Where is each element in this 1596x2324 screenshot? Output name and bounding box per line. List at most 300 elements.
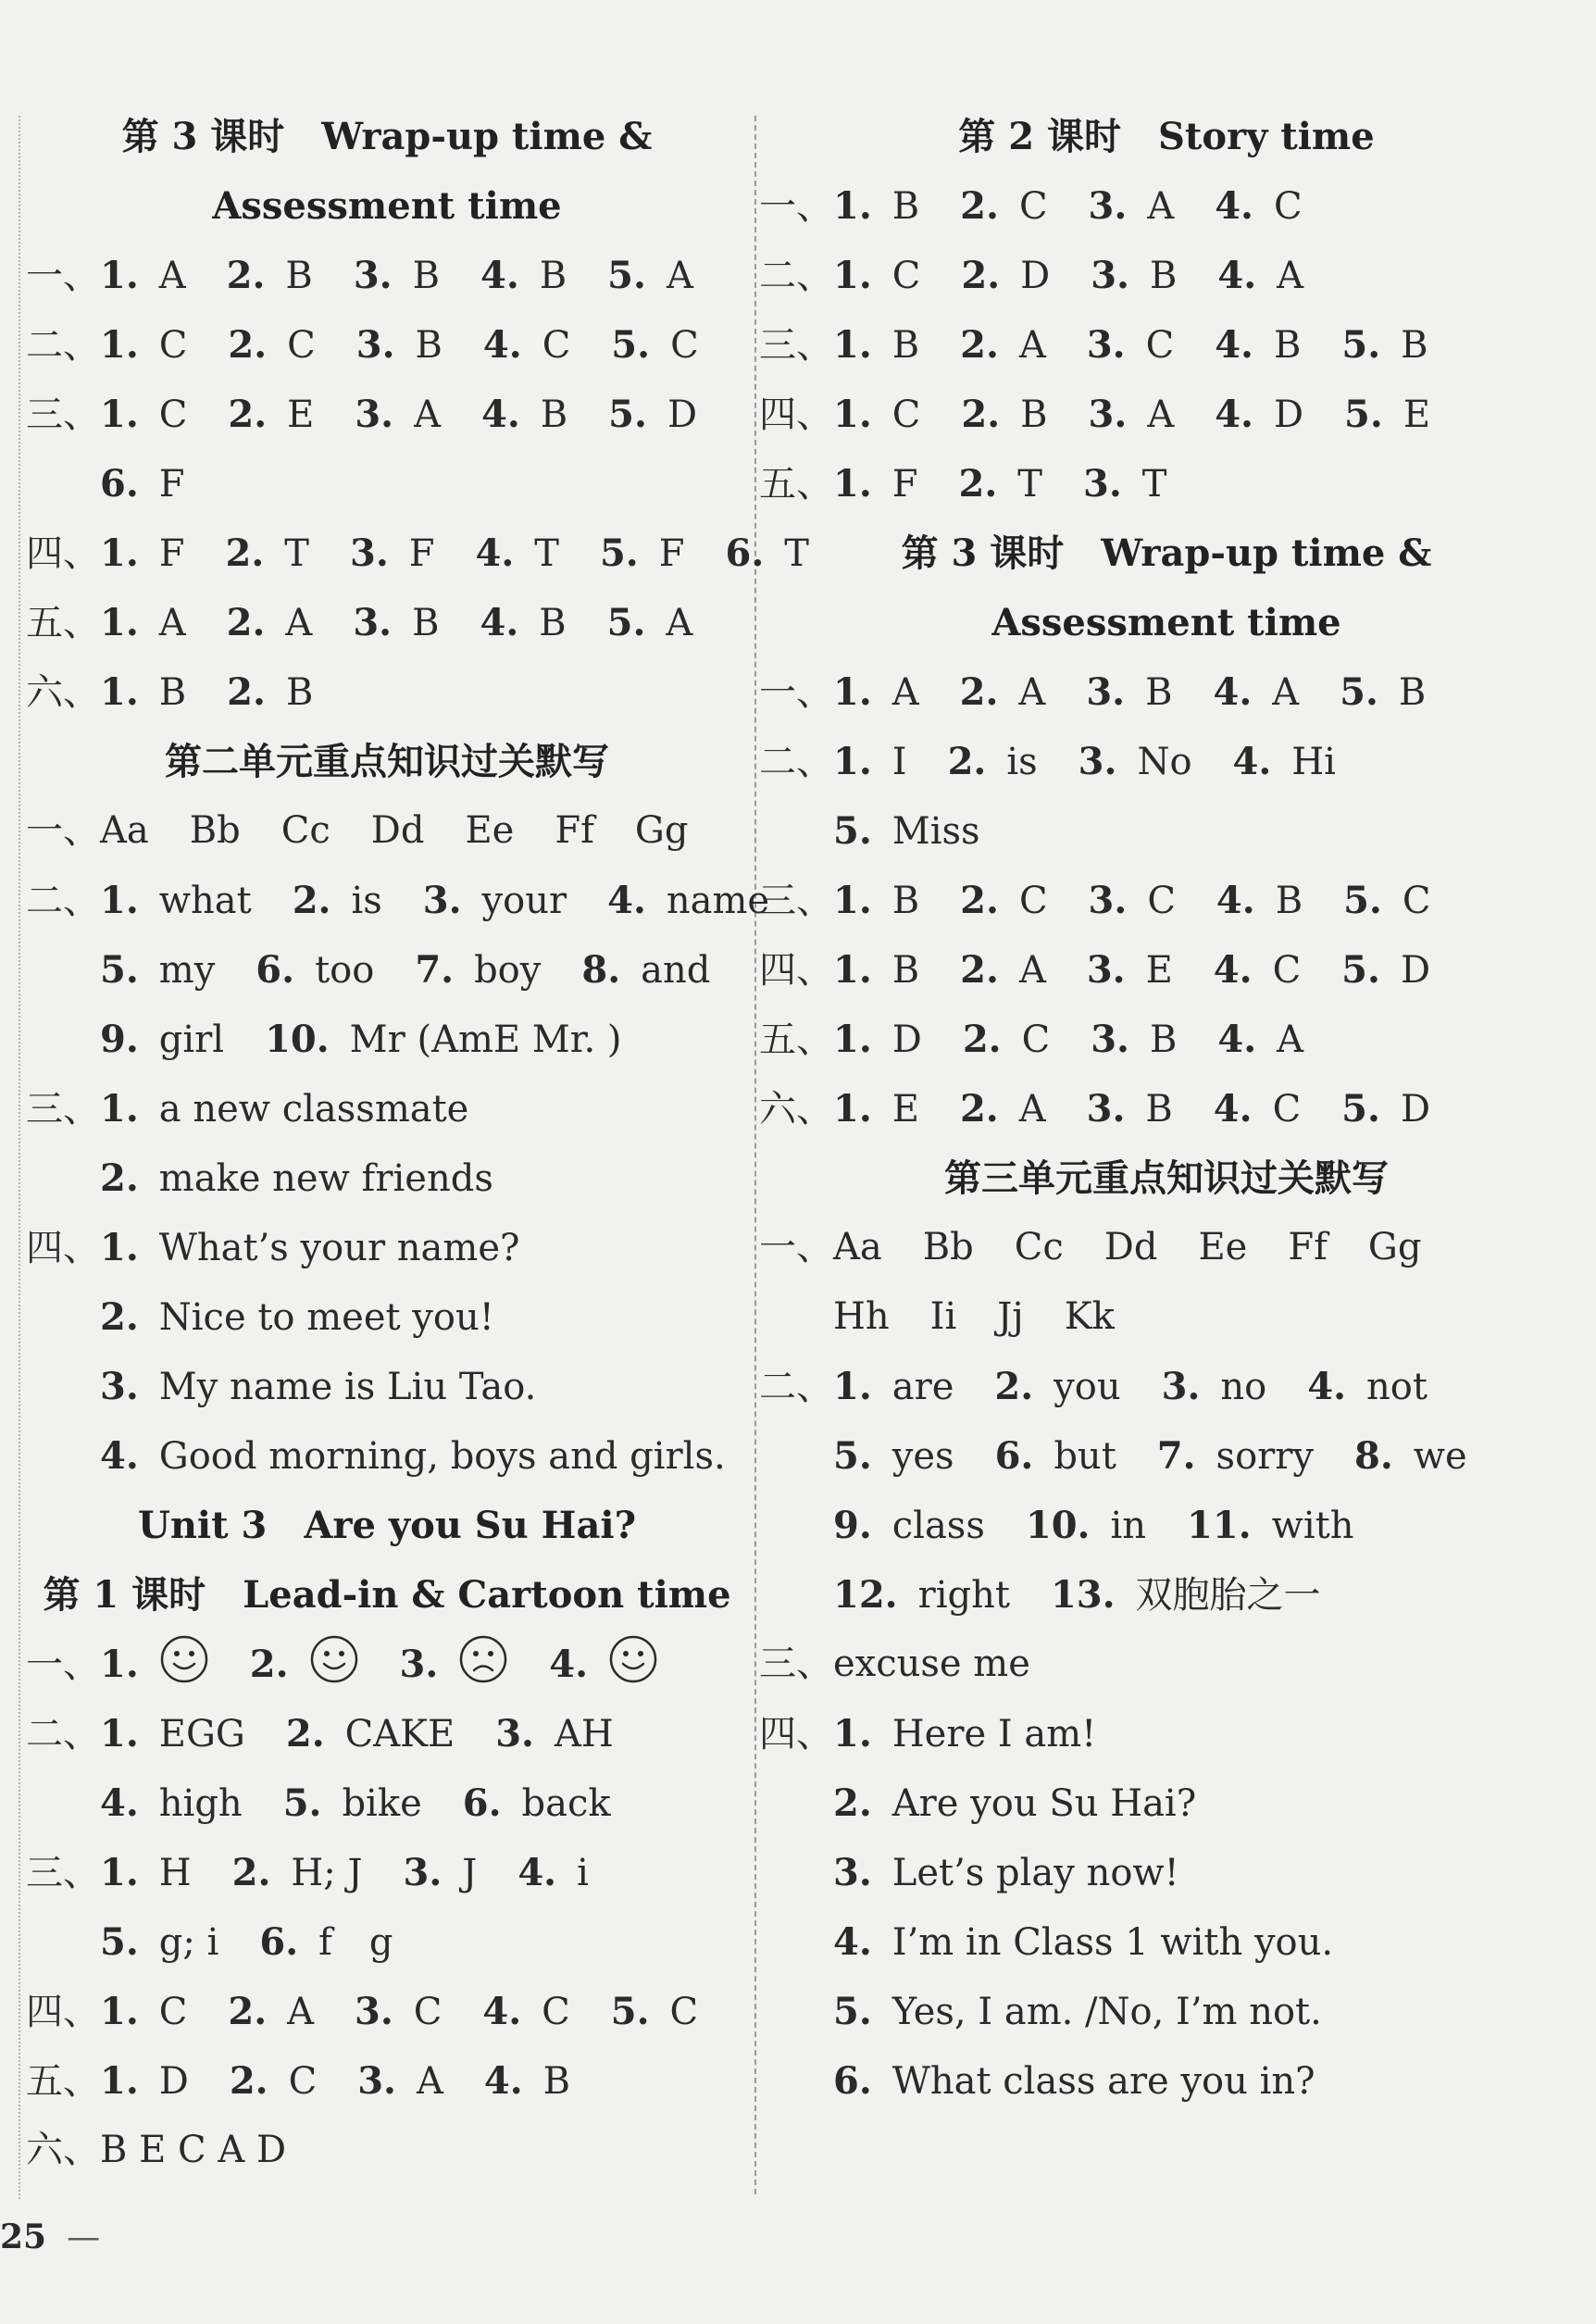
answer-item (833, 380, 920, 450)
answer-item (1215, 171, 1302, 242)
item-answer: D (667, 394, 698, 436)
item-answer: My name is Liu Tao. (158, 1366, 537, 1408)
answer-item (608, 380, 697, 450)
item-number: 6. (259, 1920, 299, 1964)
question-prefix: 二、 (26, 880, 100, 922)
item-answer: are (892, 1366, 954, 1408)
answer-line (26, 2046, 748, 2116)
item-answer: bike (342, 1782, 422, 1825)
answer-line (26, 657, 748, 727)
item-number: 3. (1082, 462, 1122, 506)
answer-item (190, 796, 241, 866)
question-prefix: 一、 (759, 671, 833, 714)
item-number: 4. (481, 393, 520, 436)
answer-line (26, 241, 748, 310)
item-number: 3. (100, 1365, 139, 1408)
item-number: 3. (1091, 1018, 1129, 1061)
item-answer: we (1413, 1435, 1467, 1478)
answer-item (1089, 171, 1175, 242)
answer-item (833, 310, 919, 381)
item-answer: A (287, 1991, 315, 2033)
item-number: 8. (1354, 1434, 1393, 1478)
answer-item (100, 657, 186, 728)
item-number: 4. (607, 879, 646, 922)
answer-item (833, 1282, 890, 1352)
answer-item (227, 588, 313, 658)
answer-item (1341, 310, 1428, 381)
item-answer: F (658, 532, 685, 575)
answer-item (948, 727, 1038, 797)
item-answer: A (416, 2060, 443, 2103)
answer-item (100, 1282, 494, 1353)
answer-item (100, 1352, 536, 1422)
item-answer: C (892, 394, 921, 436)
item-number: 3. (1086, 1087, 1126, 1131)
item-answer: Ii (929, 1295, 957, 1338)
answer-item (611, 1977, 698, 2047)
item-number: 1. (833, 184, 872, 228)
item-answer: i (577, 1852, 589, 1894)
answer-item (833, 866, 919, 936)
item-answer: A (666, 602, 693, 644)
item-number: 2. (226, 601, 266, 644)
answer-item (1157, 1421, 1314, 1492)
item-number: 1. (833, 1712, 872, 1755)
item-number: 2. (959, 1087, 999, 1131)
answer-item (1087, 310, 1174, 381)
item-number: 5. (599, 531, 639, 575)
question-prefix: 四、 (26, 532, 100, 575)
answer-item (481, 380, 567, 450)
answer-line (759, 1352, 1574, 1421)
answer-item (1187, 1491, 1353, 1561)
answer-item (1079, 727, 1192, 797)
answer-item (1288, 1213, 1328, 1282)
section-heading: 第 3 课时 Wrap-up time & (121, 115, 653, 158)
item-answer: A (1018, 1088, 1046, 1131)
answer-item (423, 866, 567, 936)
section-heading: 第 1 课时 Lead-in & Cartoon time (43, 1573, 731, 1617)
answer-line (759, 1491, 1574, 1560)
footer-dash: — (67, 2218, 101, 2256)
answer-item (256, 935, 374, 1006)
answer-item (355, 380, 441, 450)
item-answer: T (534, 532, 559, 575)
item-answer: No (1137, 741, 1192, 783)
answer-item (1341, 935, 1430, 1006)
item-number: 3. (1088, 184, 1128, 228)
answer-item (1215, 380, 1303, 450)
item-answer: C (1018, 880, 1048, 922)
answer-item (549, 1630, 658, 1700)
item-answer: but (1054, 1435, 1116, 1478)
answer-item (833, 1491, 985, 1561)
item-answer: B (892, 324, 920, 367)
item-answer: I (892, 741, 907, 783)
item-answer: B (1149, 255, 1178, 297)
answer-item (833, 1421, 954, 1492)
item-answer: F (158, 532, 185, 575)
item-number: 5. (833, 1434, 872, 1478)
section-heading: Assessment time (991, 601, 1341, 644)
item-answer: my (158, 949, 216, 992)
answer-item (354, 241, 440, 311)
answer-item (833, 1907, 1333, 1978)
item-answer: C (670, 324, 699, 367)
item-number: 2. (947, 740, 987, 783)
item-number: 4. (482, 323, 522, 367)
answer-item (1083, 449, 1166, 519)
answer-line (759, 1421, 1574, 1491)
answer-item (476, 519, 559, 589)
answer-line (26, 588, 748, 657)
item-number: 1. (833, 879, 872, 922)
item-answer: C (158, 1991, 188, 2033)
item-answer: D (1020, 255, 1051, 297)
question-prefix: 二、 (759, 1366, 833, 1408)
answer-item (833, 1352, 954, 1422)
answer-item (1089, 380, 1175, 450)
item-number: 12. (833, 1573, 898, 1617)
item-answer: T (1141, 463, 1167, 506)
item-number: 3. (1086, 670, 1126, 714)
answer-item (1214, 1074, 1301, 1144)
item-number: 9. (100, 1018, 139, 1061)
item-number: 1. (100, 1643, 139, 1686)
question-prefix: 四、 (26, 1991, 100, 2033)
answer-item (281, 796, 330, 866)
answer-item (232, 1838, 363, 1908)
item-number: 1. (100, 1712, 139, 1755)
answer-item (581, 935, 710, 1006)
item-answer: D (1400, 949, 1431, 992)
item-number: 4. (1215, 393, 1253, 436)
item-number: 2. (958, 462, 998, 506)
item-answer: Kk (1064, 1295, 1115, 1338)
question-prefix: 三、 (26, 1852, 100, 1894)
answer-item (250, 1630, 359, 1700)
item-number: 2. (100, 1295, 139, 1339)
item-answer: D (1273, 394, 1304, 436)
item-answer: A (1018, 324, 1046, 367)
answer-item (1162, 1352, 1267, 1422)
answer-item (100, 310, 187, 381)
item-answer: B (158, 671, 187, 714)
answer-line (26, 1630, 748, 1699)
answer-item (833, 1699, 1096, 1769)
item-answer: B (285, 255, 313, 297)
answer-line (759, 241, 1574, 310)
item-answer: Let’s play now! (892, 1852, 1179, 1894)
item-number: 3. (1078, 740, 1117, 783)
item-answer: C (542, 324, 571, 367)
answer-item (600, 519, 685, 589)
item-answer: E (1403, 394, 1431, 436)
answer-line (26, 1074, 748, 1143)
answer-item (1307, 1352, 1428, 1422)
item-number: 4. (475, 531, 515, 575)
item-answer: C (1147, 880, 1176, 922)
item-answer: EGG (158, 1713, 245, 1755)
item-answer: C (287, 324, 316, 367)
binding-line (19, 116, 20, 2199)
item-answer: Cc (1014, 1226, 1064, 1268)
item-number: 4. (1215, 184, 1253, 228)
answer-item (265, 1005, 621, 1075)
section-heading: 第 2 课时 Story time (958, 115, 1375, 158)
item-number: 2. (960, 879, 999, 922)
item-number: 1. (833, 323, 872, 367)
item-number: 1. (100, 1851, 139, 1894)
item-number: 1. (833, 254, 872, 297)
item-number: 3. (833, 1851, 872, 1894)
item-answer: Here I am! (892, 1713, 1097, 1755)
item-answer: Ff (1288, 1226, 1328, 1268)
item-answer: F (158, 463, 185, 506)
item-number: 4. (480, 601, 519, 644)
answer-item (1026, 1491, 1146, 1561)
answer-item (463, 1768, 611, 1839)
answer-item (228, 310, 315, 381)
question-prefix: 四、 (759, 1713, 833, 1755)
item-answer: B E C A D (100, 2129, 287, 2171)
question-prefix: 一、 (759, 1226, 833, 1268)
item-number: 1. (100, 531, 139, 575)
item-answer: B (1275, 880, 1303, 922)
item-number: 1. (833, 740, 872, 783)
answer-item (100, 1005, 224, 1075)
item-answer: C (1273, 185, 1303, 228)
item-number: 3. (1091, 254, 1129, 297)
answer-item (100, 935, 215, 1006)
item-number: 2. (960, 184, 999, 228)
answer-item (100, 796, 149, 866)
answer-item (100, 241, 186, 311)
answer-item (100, 1977, 187, 2047)
item-number: 3. (1086, 323, 1126, 367)
item-answer: back (521, 1782, 611, 1825)
item-answer: is (1006, 741, 1038, 783)
question-prefix: 二、 (759, 741, 833, 783)
item-number: 2. (227, 670, 266, 714)
item-answer: A (1147, 185, 1175, 228)
item-number: 3. (357, 2059, 396, 2103)
answer-line (759, 866, 1574, 935)
question-prefix: 一、 (26, 809, 100, 852)
answer-item (1091, 241, 1177, 311)
answer-item (404, 1838, 478, 1908)
smile-face-icon (309, 1634, 359, 1684)
answer-item (480, 241, 567, 311)
answer-item (480, 588, 566, 658)
answer-line (26, 1282, 748, 1352)
answer-line (26, 1768, 748, 1838)
answer-line (26, 2116, 748, 2185)
question-prefix: 五、 (759, 463, 833, 506)
item-number: 5. (611, 323, 651, 367)
item-answer: B (892, 949, 920, 992)
answer-item (100, 588, 186, 658)
item-answer: A (414, 394, 441, 436)
item-answer: A (892, 671, 919, 714)
answer-item (415, 935, 541, 1006)
answer-item (833, 449, 918, 519)
answer-item (833, 241, 920, 311)
item-number: 2. (292, 879, 331, 922)
answer-item (1089, 866, 1176, 936)
item-answer: C (1402, 880, 1431, 922)
answer-item (1065, 1282, 1115, 1352)
item-number: 3. (1088, 393, 1128, 436)
item-number: 7. (1156, 1434, 1196, 1478)
question-prefix: 一、 (26, 255, 100, 297)
item-number: 5. (833, 1990, 872, 2033)
answer-item (961, 380, 1047, 450)
answer-item (1217, 241, 1303, 311)
item-answer: B (542, 2060, 571, 2103)
item-number: 1. (833, 393, 872, 436)
item-answer: right (917, 1574, 1010, 1617)
item-number: 4. (549, 1643, 589, 1686)
answer-line (759, 1977, 1574, 2046)
answer-item (1217, 1005, 1303, 1075)
answer-line (26, 935, 748, 1005)
item-number: 5. (610, 1990, 650, 2033)
answer-item (357, 2046, 443, 2117)
answer-line (26, 1352, 748, 1421)
item-number: 9. (833, 1504, 872, 1547)
answer-item (1354, 1421, 1467, 1492)
item-answer: T (1017, 463, 1042, 506)
question-prefix: 四、 (759, 394, 833, 436)
answer-item (1198, 1213, 1247, 1282)
item-number: 1. (100, 2059, 139, 2103)
answer-item (293, 866, 382, 936)
item-number: 1. (100, 601, 139, 644)
answer-item (1215, 310, 1301, 381)
answer-line (26, 449, 748, 519)
answer-item (400, 1630, 509, 1700)
answer-item (100, 519, 185, 589)
item-answer: B (1149, 1018, 1178, 1061)
item-answer: class (892, 1505, 985, 1547)
item-answer: Aa (833, 1226, 882, 1268)
item-answer: 双胞胎之一 (1135, 1574, 1321, 1617)
answer-line (759, 1838, 1574, 1907)
answer-line (759, 1768, 1574, 1838)
item-answer: A (666, 255, 693, 297)
item-number: 1. (833, 948, 872, 992)
answer-item (930, 1282, 957, 1352)
item-number: 2. (100, 1156, 139, 1200)
item-answer: B (892, 880, 920, 922)
item-number: 6. (256, 948, 295, 992)
answer-line (759, 657, 1574, 727)
question-prefix: 六、 (26, 2129, 100, 2171)
item-number: 1. (100, 670, 139, 714)
item-number: 2. (231, 1851, 271, 1894)
answer-item (833, 1768, 1196, 1839)
answer-item (833, 1977, 1322, 2047)
item-answer: your (481, 880, 567, 922)
smile-face-icon (608, 1634, 658, 1684)
answer-line (759, 310, 1574, 380)
answer-item (356, 310, 443, 381)
item-answer: Bb (189, 809, 241, 852)
answer-item (465, 796, 514, 866)
item-number: 5. (1341, 948, 1380, 992)
answer-line (26, 1421, 748, 1491)
answer-item (1341, 1074, 1430, 1144)
answer-line (759, 1630, 1574, 1699)
answer-line (26, 1977, 748, 2046)
item-answer: Gg (1367, 1226, 1422, 1268)
answer-item (350, 519, 435, 589)
item-answer: F (892, 463, 918, 506)
item-number: 1. (100, 1087, 139, 1131)
item-answer: E (892, 1088, 919, 1131)
question-prefix: 三、 (26, 1088, 100, 1131)
answer-line (26, 380, 748, 449)
item-number: 3. (1086, 948, 1126, 992)
item-number: 1. (833, 462, 872, 506)
item-answer: Gg (634, 809, 689, 852)
answer-line (759, 1282, 1574, 1352)
answer-item (1015, 1213, 1064, 1282)
answer-item (960, 866, 1047, 936)
item-answer: B (1273, 324, 1302, 367)
answer-line (26, 1907, 748, 1977)
item-answer: Yes, I am. /No, I’m not. (892, 1991, 1322, 2033)
answer-line (759, 2046, 1574, 2116)
item-number: 1. (833, 1018, 872, 1061)
answer-item (923, 1213, 974, 1282)
answer-item (100, 2046, 189, 2117)
answer-item (833, 2046, 1315, 2117)
answer-line (759, 796, 1574, 866)
item-answer: C (1021, 1018, 1051, 1061)
item-number: 3. (422, 879, 462, 922)
item-answer: A (1277, 1018, 1304, 1061)
answer-item (960, 1074, 1046, 1144)
item-number: 10. (265, 1018, 330, 1061)
item-number: 11. (1187, 1504, 1252, 1547)
item-answer: C (669, 1991, 699, 2033)
answer-item (1368, 1213, 1422, 1282)
answer-item (484, 2046, 570, 2117)
item-answer: boy (474, 949, 542, 992)
item-number: 2. (285, 1712, 325, 1755)
item-number: 1. (833, 1365, 872, 1408)
section-heading: 第 3 课时 Wrap-up time & (901, 531, 1432, 575)
item-answer: C (1145, 324, 1175, 367)
answer-line (759, 171, 1574, 241)
page-number: 25 (0, 2218, 47, 2256)
answer-line (759, 449, 1574, 519)
answer-line (759, 1699, 1574, 1768)
item-number: 8. (581, 948, 621, 992)
answer-item (833, 171, 919, 242)
item-number: 2. (962, 1018, 1002, 1061)
question-prefix: 一、 (26, 1643, 100, 1686)
answer-item (611, 310, 698, 381)
question-prefix: 二、 (26, 1713, 100, 1755)
item-number: 1. (100, 254, 139, 297)
item-number: 2. (228, 323, 268, 367)
item-answer: B (415, 324, 443, 367)
item-number: 4. (482, 1990, 522, 2033)
answer-item (635, 796, 689, 866)
